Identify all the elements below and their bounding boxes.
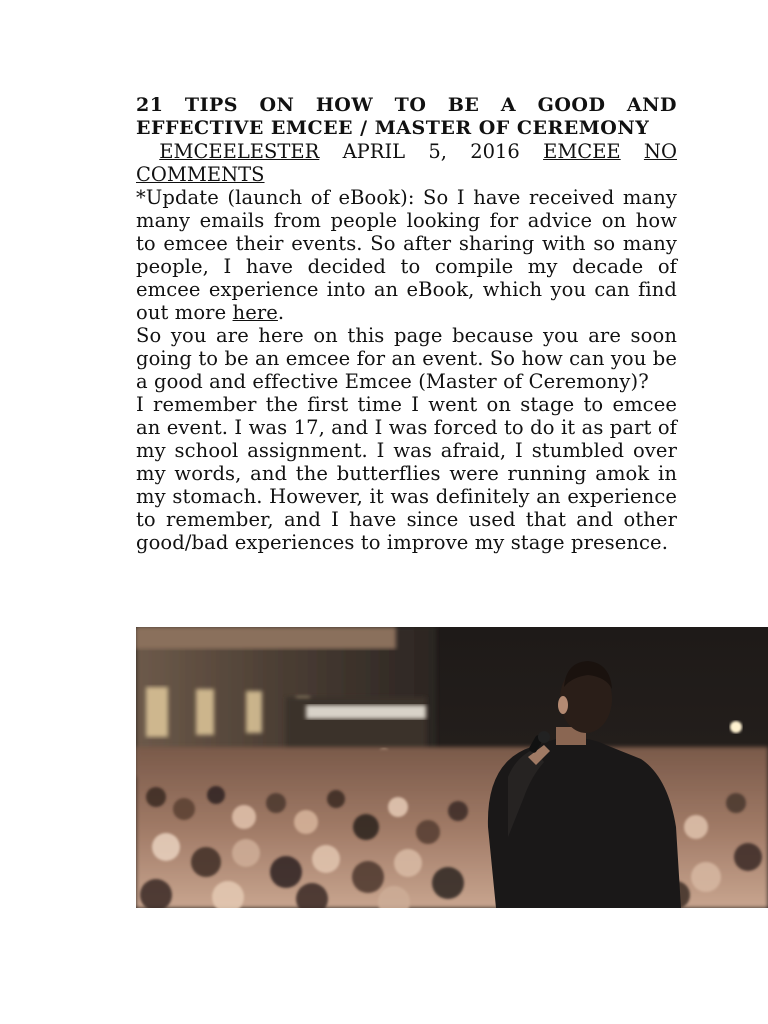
article — [136, 94, 677, 554]
post-date: APRIL 5, 2016 — [342, 140, 520, 163]
comments-link[interactable]: NO COMMENTS — [136, 140, 677, 186]
author-link[interactable]: EMCEELESTER — [159, 140, 320, 163]
story-paragraph: I remember the first time I went on stage to emcee an event. I was 17, and I was forced to do it as part of my school assignment. I was afraid, I stumbled over my words, and the butterflies were running amok in my stomach. However, it was definitely an experience to remember, and I have since used that and other good/bad experiences to improve my stage presence. — [136, 393, 677, 554]
update-end: . — [277, 301, 285, 324]
intro-paragraph: So you are here on this page because you are soon going to be an emcee for an event. So how can you be a good and effective Emcee (Master of Ceremony)? — [136, 324, 677, 393]
update-text: *Update (launch of eBook): So I have received many many emails from people looking for advice on how to emcee their events. So after sharing with so many people, I have decided to compile my decade of emcee experience into an eBook, which you can find out more — [136, 186, 677, 324]
article-title: 21 TIPS ON HOW TO BE A GOOD AND EFFECTIVE EMCEE / MASTER OF CEREMONY — [136, 94, 677, 139]
update-paragraph — [136, 186, 677, 324]
article-photo — [136, 627, 768, 908]
emcee-crowd-image — [136, 627, 768, 908]
category-link[interactable]: EMCEE — [543, 140, 621, 163]
article-meta — [136, 140, 677, 186]
ebook-link[interactable]: here — [232, 301, 278, 324]
